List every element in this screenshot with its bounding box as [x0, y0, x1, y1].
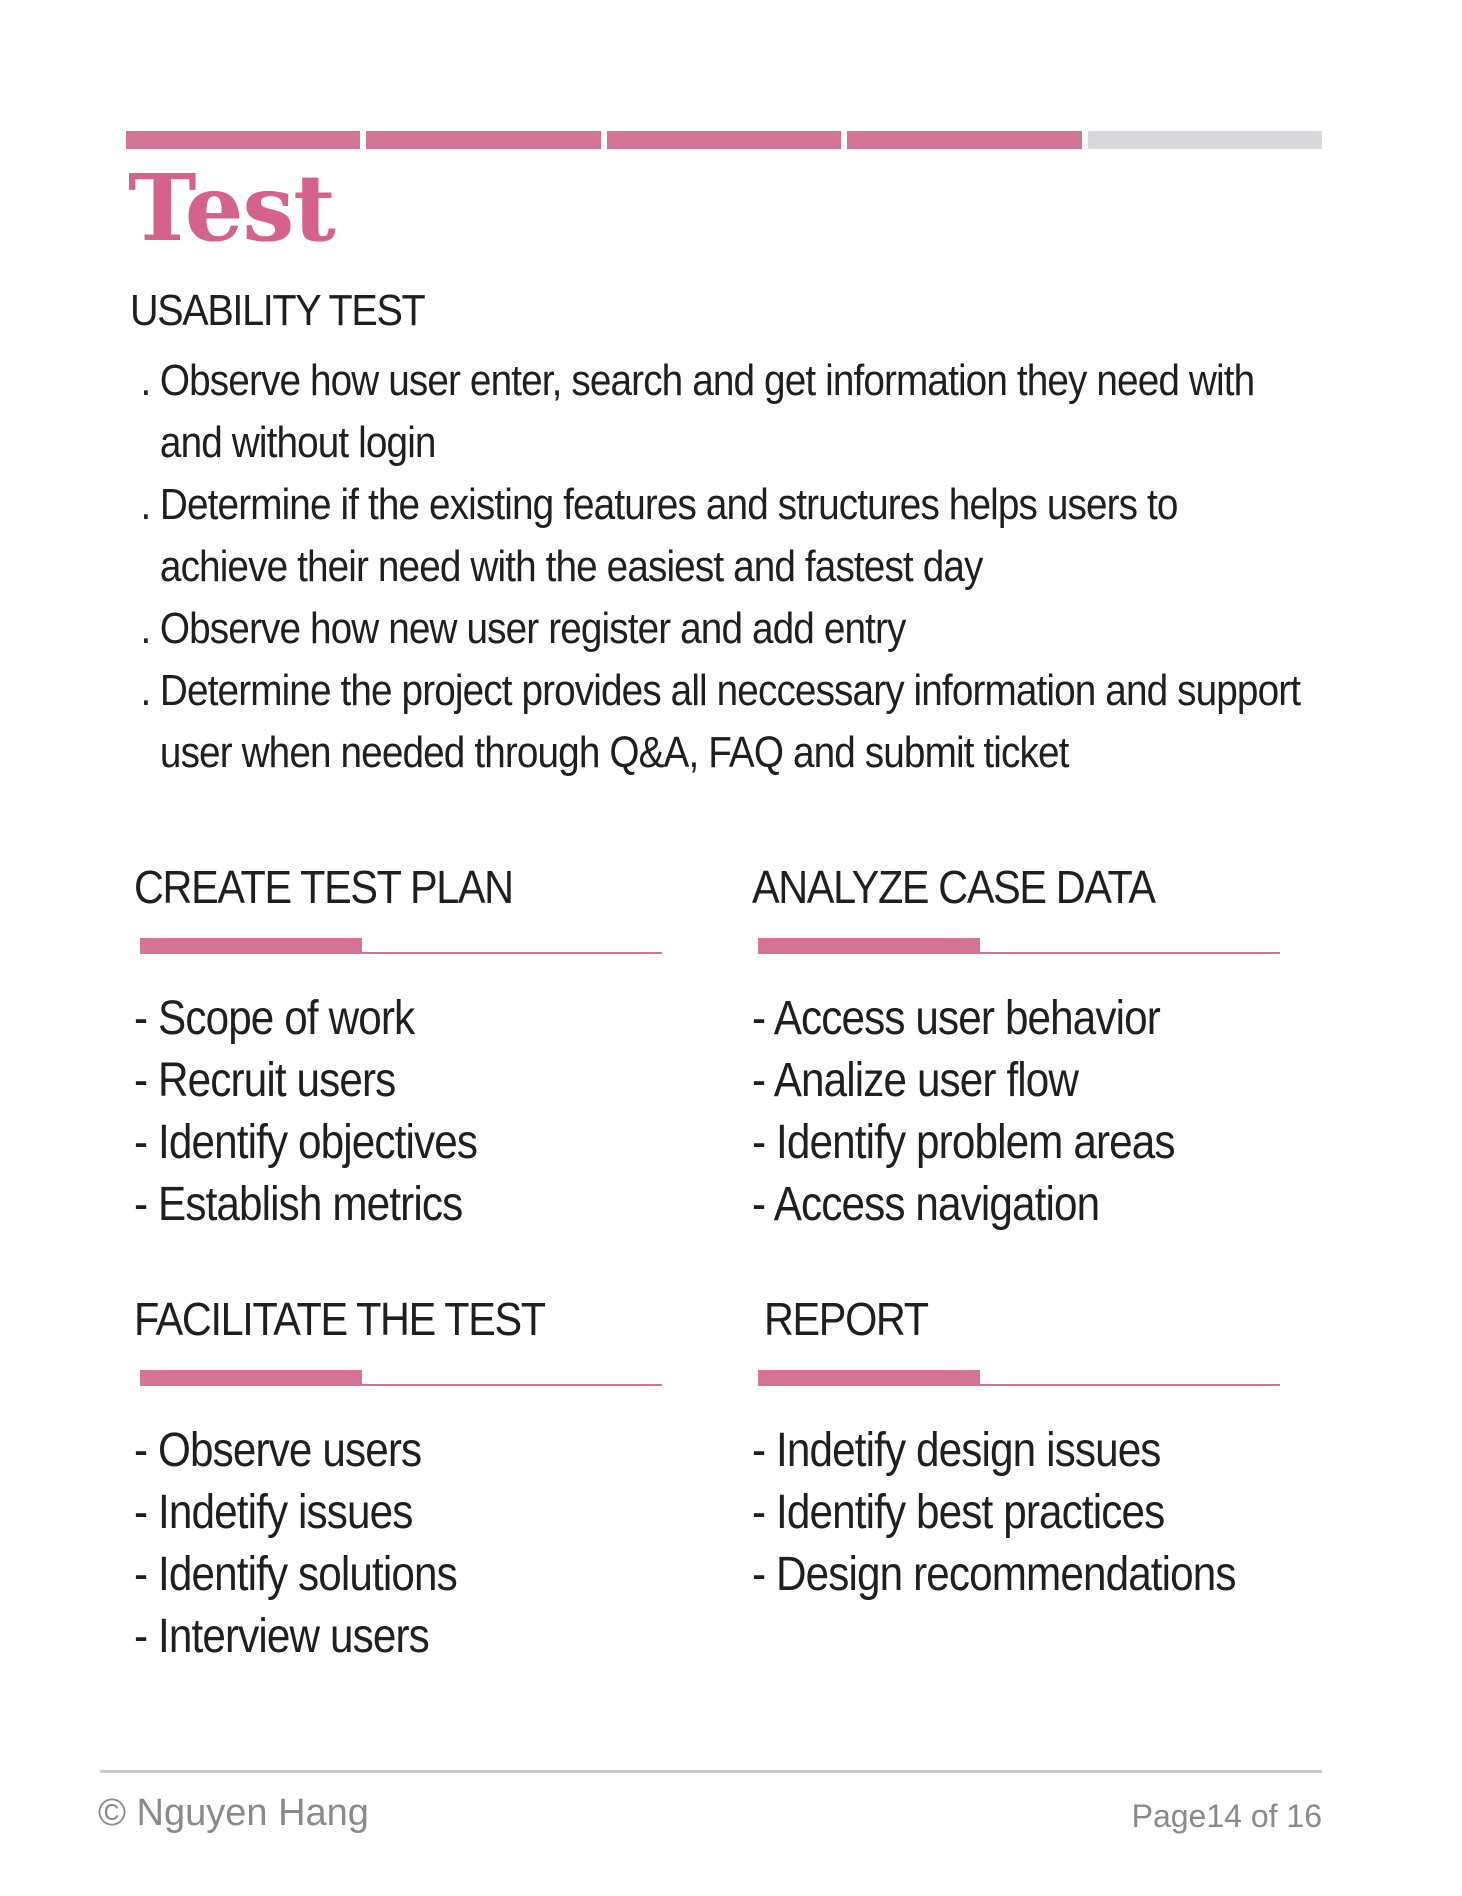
list-item: . Determine if the existing features and structures helps users to achieve their need with the easiest and fastest day	[130, 474, 1313, 598]
list-item: - Interview users	[134, 1610, 429, 1663]
page-title-text: Test	[128, 154, 335, 262]
list-item: - Scope of work	[134, 992, 415, 1045]
list-item: - Analize user flow	[752, 1054, 1079, 1107]
list-item: . Observe how new user register and add entry	[130, 598, 1313, 660]
list-item: - Identify solutions	[134, 1548, 457, 1601]
section-list	[134, 1420, 694, 1668]
progress-bar	[126, 131, 1322, 149]
progress-segment-3	[607, 131, 841, 149]
section-heading: FACILITATE THE TEST	[134, 1293, 545, 1345]
list-item: - Indetify design issues	[752, 1424, 1161, 1477]
section-divider	[140, 938, 662, 954]
progress-segment-2	[366, 131, 600, 149]
usability-test-list	[130, 350, 1330, 784]
page-title	[128, 154, 335, 262]
section-heading: CREATE TEST PLAN	[134, 861, 513, 913]
list-item: - Access navigation	[752, 1178, 1100, 1231]
analyze-case-data-section	[752, 856, 1312, 1236]
bullet: .	[140, 356, 151, 405]
list-item: - Identify problem areas	[752, 1116, 1175, 1169]
section-divider	[140, 1370, 662, 1386]
section-divider	[758, 1370, 1280, 1386]
bullet: .	[140, 604, 151, 653]
progress-segment-4	[847, 131, 1081, 149]
section-list	[134, 988, 694, 1236]
list-item: - Observe users	[134, 1424, 422, 1477]
list-item: - Indetify issues	[134, 1486, 413, 1539]
list-item: - Access user behavior	[752, 992, 1160, 1045]
list-item: - Recruit users	[134, 1054, 396, 1107]
list-item: . Observe how user enter, search and get information they need with and without login	[130, 350, 1313, 474]
section-divider	[758, 938, 1280, 954]
copyright-text: © Nguyen Hang	[98, 1792, 369, 1834]
section-heading: REPORT	[764, 1293, 928, 1345]
list-item: - Establish metrics	[134, 1178, 463, 1231]
progress-segment-5	[1088, 131, 1322, 149]
report-section	[752, 1288, 1324, 1606]
section-list	[752, 1420, 1324, 1606]
section-heading: ANALYZE CASE DATA	[752, 861, 1155, 913]
progress-segment-1	[126, 131, 360, 149]
usability-test-section	[130, 280, 1330, 784]
create-test-plan-section	[134, 856, 694, 1236]
bullet: .	[140, 666, 151, 715]
list-item: - Identify objectives	[134, 1116, 478, 1169]
page-number: Page14 of 16	[1131, 1798, 1322, 1834]
list-item: - Identify best practices	[752, 1486, 1165, 1539]
list-item: - Design recommendations	[752, 1548, 1236, 1601]
facilitate-the-test-section	[134, 1288, 694, 1668]
footer-divider	[100, 1770, 1322, 1773]
bullet: .	[140, 480, 151, 529]
list-item: . Determine the project provides all neccessary information and support user when needed through Q&A, FAQ and submit ticket	[130, 660, 1313, 784]
section-list	[752, 988, 1312, 1236]
usability-test-heading: USABILITY TEST	[130, 286, 425, 335]
